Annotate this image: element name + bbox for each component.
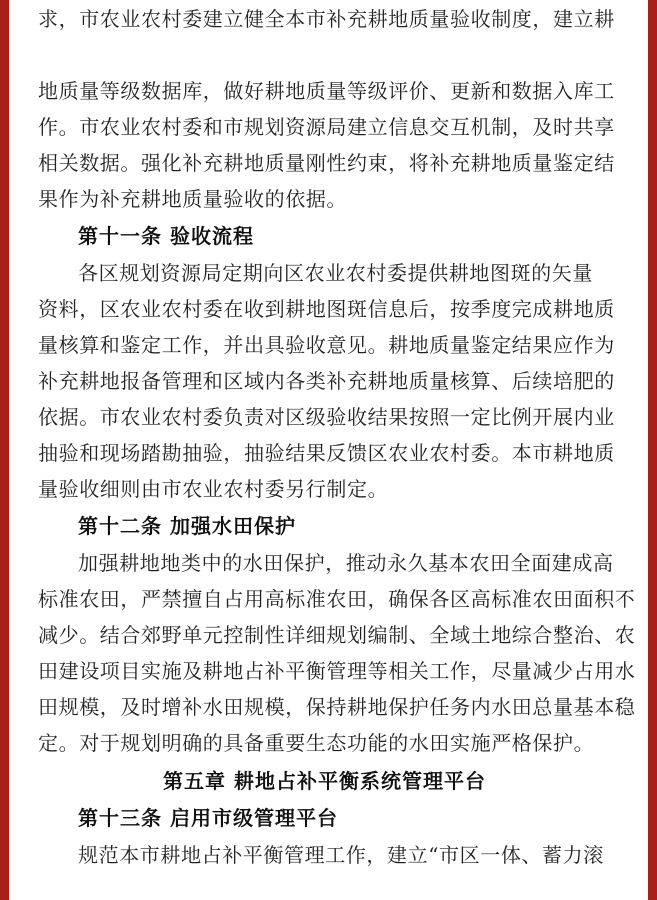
article-12-heading: 第十二条 加强水田保护 xyxy=(78,514,296,538)
paragraph-line: 标准农田，严禁擅自占用高标准农田，确保各区高标准农田面积不 xyxy=(38,587,636,611)
right-red-border xyxy=(648,0,657,900)
paragraph-line: 量核算和鉴定工作，并出具验收意见。耕地质量鉴定结果应作为 xyxy=(38,333,615,357)
paragraph-line: 田建设项目实施及耕地占补平衡管理等相关工作，尽量减少占用水 xyxy=(38,659,636,683)
article-11-heading: 第十一条 验收流程 xyxy=(78,224,254,248)
paragraph-line: 地质量等级数据库，做好耕地质量等级评价、更新和数据入库工 xyxy=(38,79,615,103)
paragraph-line: 田规模，及时增补水田规模，保持耕地保护任务内水田总量基本稳 xyxy=(38,695,636,719)
article-13-heading: 第十三条 启用市级管理平台 xyxy=(78,806,338,830)
paragraph-line: 抽验和现场踏勘抽验，抽验结果反馈区农业农村委。本市耕地质 xyxy=(38,441,615,465)
paragraph-line: 资料，区农业农村委在收到耕地图斑信息后，按季度完成耕地质 xyxy=(38,297,615,321)
paragraph-line: 补充耕地报备管理和区域内各类补充耕地质量核算、后续培肥的 xyxy=(38,369,615,393)
paragraph-line: 相关数据。强化补充耕地质量刚性约束，将补充耕地质量鉴定结 xyxy=(38,151,615,175)
paragraph-line: 加强耕地地类中的水田保护，推动永久基本农田全面建成高 xyxy=(78,551,614,575)
paragraph-line: 量验收细则由市农业农村委另行制定。 xyxy=(38,477,389,501)
paragraph-line: 作。市农业农村委和市规划资源局建立信息交互机制，及时共享 xyxy=(38,115,615,139)
paragraph-line: 定。对于规划明确的具备重要生态功能的水田实施严格保护。 xyxy=(38,731,595,755)
left-red-border xyxy=(0,0,9,900)
chapter-5-heading: 第五章 耕地占补平衡系统管理平台 xyxy=(163,769,486,793)
paragraph-line: 求，市农业农村委建立健全本市补充耕地质量验收制度，建立耕 xyxy=(38,7,615,31)
paragraph-line: 各区规划资源局定期向区农业农村委提供耕地图斑的矢量 xyxy=(78,261,593,285)
paragraph-line: 减少。结合郊野单元控制性详细规划编制、全域土地综合整治、农 xyxy=(38,623,636,647)
paragraph-line: 规范本市耕地占补平衡管理工作，建立“市区一体、蓄力滚 xyxy=(78,843,604,867)
paragraph-line: 依据。市农业农村委负责对区级验收结果按照一定比例开展内业 xyxy=(38,405,615,429)
paragraph-line: 果作为补充耕地质量验收的依据。 xyxy=(38,187,347,211)
